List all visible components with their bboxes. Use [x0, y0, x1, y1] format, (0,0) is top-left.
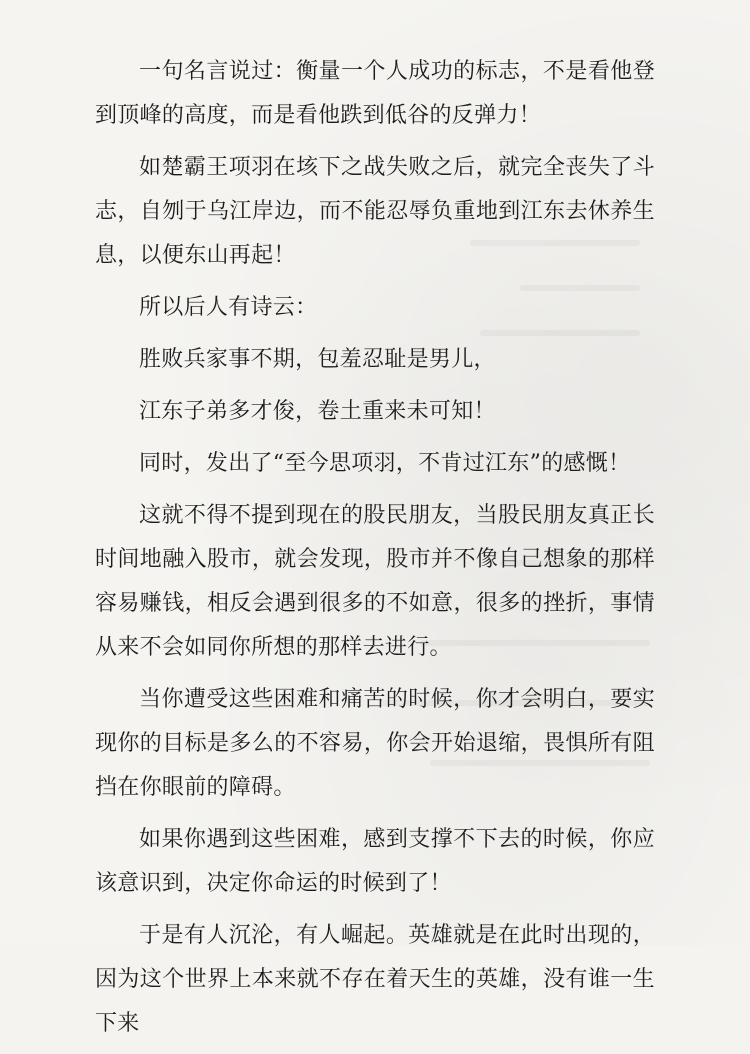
- poem-line: 胜败兵家事不期，包羞忍耻是男儿，: [139, 347, 496, 372]
- paragraph: 所以后人有诗云：: [139, 295, 318, 320]
- paragraph: 一句名言说过：衡量一个人成功的标志，不是看他登到顶峰的高度，而是看他跌到低谷的反弹力！: [95, 59, 655, 128]
- paragraph: 如果你遇到这些困难，感到支撑不下去的时候，你应该意识到，决定你命运的时候到了！: [95, 827, 655, 896]
- paragraph: 这就不得不提到现在的股民朋友，当股民朋友真正长时间地融入股市，就会发现，股市并不像自己想象的那样容易赚钱，相反会遇到很多的不如意，很多的挫折，事情从来不会如同你所想的那样去进行。: [95, 503, 655, 660]
- body-text: [95, 50, 655, 1054]
- paragraph: 同时，发出了“至今思项羽，不肯过江东”的感慨！: [139, 451, 631, 476]
- poem-line: 江东子弟多才俊，卷土重来未可知！: [139, 399, 496, 424]
- paragraph: 当你遭受这些困难和痛苦的时候，你才会明白，要实现你的目标是多么的不容易，你会开始退缩，畏惧所有阻挡在你眼前的障碍。: [95, 687, 655, 800]
- paragraph: 于是有人沉沦，有人崛起。英雄就是在此时出现的，因为这个世界上本来就不存在着天生的英雄，没有谁一生下来: [95, 923, 655, 1036]
- paragraph: 如楚霸王项羽在垓下之战失败之后，就完全丧失了斗志，自刎于乌江岸边，而不能忍辱负重地到江东去休养生息，以便东山再起！: [95, 155, 655, 268]
